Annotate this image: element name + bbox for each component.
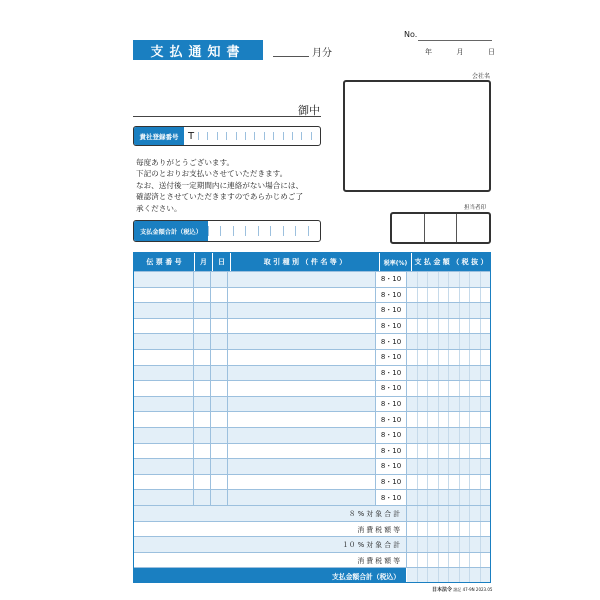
rate-cell: 8・10 [376, 459, 407, 474]
month-cell [194, 381, 211, 396]
onchu-label: 御中 [298, 104, 320, 117]
table-row [134, 287, 490, 303]
header-month: 月 [195, 253, 213, 271]
amount-cell [407, 490, 490, 505]
final-total-label: 支払金額合計（税込） [134, 568, 407, 583]
table-row [134, 302, 490, 318]
day-cell [211, 288, 228, 303]
den-cell [134, 459, 194, 474]
item-cell [228, 272, 376, 287]
day-cell [211, 444, 228, 459]
rate-cell: 8・10 [376, 397, 407, 412]
item-cell [228, 366, 376, 381]
month-cell [194, 288, 211, 303]
table-row [134, 443, 490, 459]
month-cell [194, 459, 211, 474]
den-cell [134, 319, 194, 334]
day-cell [211, 412, 228, 427]
den-cell [134, 412, 194, 427]
den-cell [134, 272, 194, 287]
table-header [134, 253, 490, 271]
rate-cell: 8・10 [376, 334, 407, 349]
table-row [134, 380, 490, 396]
month-cell [194, 490, 211, 505]
document-title: 支払通知書 [133, 40, 263, 60]
amount-cell [407, 568, 490, 583]
amount-cell [407, 506, 490, 521]
rate-cell: 8・10 [376, 475, 407, 490]
table-row [134, 333, 490, 349]
message-line: 確認済とさせていただきますのであらかじめご了 [136, 192, 304, 202]
summary-label: １０ % 対 象 合 計 [134, 537, 407, 552]
month-cell [194, 397, 211, 412]
day-cell [211, 490, 228, 505]
registration-label: 貴社登録番号 [134, 127, 184, 145]
amount-cell [407, 350, 490, 365]
message-line: なお、送付後一定期間内に連絡がない場合には、 [136, 180, 304, 190]
table-row [134, 271, 490, 287]
tanto-label: 担当者印 [464, 205, 487, 211]
month-cell [194, 428, 211, 443]
day-cell [211, 272, 228, 287]
den-cell [134, 490, 194, 505]
summary-row [134, 505, 490, 521]
day-cell [211, 475, 228, 490]
registration-prefix: T [187, 130, 195, 142]
date-row [425, 47, 495, 57]
date-month-label: 月 [456, 48, 464, 56]
table-row [134, 349, 490, 365]
date-day-label: 日 [488, 48, 495, 56]
header-item: 取 引 種 別 （ 件 名 等 ） [231, 253, 380, 271]
item-cell [228, 444, 376, 459]
payment-total-box [133, 220, 321, 242]
final-total-row [134, 567, 490, 583]
month-cell [194, 366, 211, 381]
den-cell [134, 366, 194, 381]
payment-table [133, 252, 491, 583]
no-label: No. [404, 30, 418, 39]
amount-cell [407, 428, 490, 443]
month-cell [194, 319, 211, 334]
table-body [134, 271, 490, 505]
amount-cell [407, 366, 490, 381]
item-cell [228, 303, 376, 318]
header-rate: 税率(%) [380, 253, 412, 271]
month-cell [194, 303, 211, 318]
message-line: 下記のとおりお支払いさせていただきます。 [136, 169, 288, 179]
rate-cell: 8・10 [376, 366, 407, 381]
day-cell [211, 381, 228, 396]
den-cell [134, 288, 194, 303]
header-amount: 支 払 金 額 （ 税 抜 ） [414, 258, 488, 266]
rate-cell: 8・10 [376, 412, 407, 427]
amount-cell [407, 397, 490, 412]
summary-row [134, 536, 490, 552]
amount-cell [407, 475, 490, 490]
summary-row [134, 552, 490, 568]
rate-cell: 8・10 [376, 381, 407, 396]
day-cell [211, 428, 228, 443]
rate-cell: 8・10 [376, 319, 407, 334]
item-cell [228, 350, 376, 365]
company-label: 会社名 [472, 73, 491, 80]
day-cell [211, 303, 228, 318]
date-year-label: 年 [425, 48, 432, 56]
month-cell [194, 272, 211, 287]
item-cell [228, 334, 376, 349]
amount-cell [407, 522, 490, 537]
rate-cell: 8・10 [376, 288, 407, 303]
summary-label: 消 費 税 額 等 [134, 553, 407, 568]
footer-code: 諸記 47-9N 2023.05 [453, 587, 493, 592]
tanto-seal-box [390, 212, 491, 244]
table-row [134, 474, 490, 490]
rate-cell: 8・10 [376, 444, 407, 459]
den-cell [134, 428, 194, 443]
amount-cell [407, 412, 490, 427]
amount-cell [407, 319, 490, 334]
day-cell [211, 350, 228, 365]
header-denpyo: 伝 票 番 号 [134, 253, 195, 271]
item-cell [228, 381, 376, 396]
den-cell [134, 444, 194, 459]
amount-cell [407, 334, 490, 349]
message-line: 承ください。 [136, 203, 182, 213]
month-cell [194, 412, 211, 427]
month-cell [194, 444, 211, 459]
summary-label: 消 費 税 額 等 [134, 522, 407, 537]
table-row [134, 365, 490, 381]
company-name-box [343, 80, 491, 192]
den-cell [134, 334, 194, 349]
item-cell [228, 490, 376, 505]
table-row [134, 396, 490, 412]
month-suffix: 月分 [312, 48, 332, 59]
no-blank-line [418, 40, 492, 41]
registration-number-box [133, 126, 321, 146]
den-cell [134, 303, 194, 318]
amount-cell [407, 553, 490, 568]
month-cell [194, 350, 211, 365]
month-blank-line [273, 56, 309, 57]
table-row [134, 411, 490, 427]
table-row [134, 427, 490, 443]
table-row [134, 458, 490, 474]
rate-cell: 8・10 [376, 428, 407, 443]
item-cell [228, 288, 376, 303]
rate-cell: 8・10 [376, 350, 407, 365]
day-cell [211, 366, 228, 381]
amount-cell [407, 459, 490, 474]
den-cell [134, 397, 194, 412]
month-cell [194, 334, 211, 349]
amount-cell [407, 272, 490, 287]
table-row [134, 318, 490, 334]
message-line: 毎度ありがとうございます。 [136, 158, 235, 167]
amount-cell [407, 444, 490, 459]
registration-digit-cells [198, 127, 320, 145]
header-day: 日 [213, 253, 231, 271]
den-cell [134, 475, 194, 490]
amount-cell [407, 288, 490, 303]
rate-cell: 8・10 [376, 303, 407, 318]
table-summary [134, 505, 490, 583]
day-cell [211, 459, 228, 474]
payment-total-cells [208, 221, 320, 241]
item-cell [228, 475, 376, 490]
amount-cell [407, 537, 490, 552]
footer-brand: 日本法令 [432, 587, 453, 593]
amount-cell [407, 303, 490, 318]
summary-label: ８ % 対 象 合 計 [134, 506, 407, 521]
item-cell [228, 319, 376, 334]
item-cell [228, 397, 376, 412]
rate-cell: 8・10 [376, 490, 407, 505]
message-text [136, 157, 346, 214]
footer-credit [432, 586, 492, 593]
day-cell [211, 319, 228, 334]
item-cell [228, 412, 376, 427]
item-cell [228, 428, 376, 443]
addressee-line [133, 116, 321, 117]
payment-total-label: 支払金額合計（税込） [134, 221, 208, 241]
month-cell [194, 475, 211, 490]
den-cell [134, 381, 194, 396]
rate-cell: 8・10 [376, 272, 407, 287]
item-cell [228, 459, 376, 474]
day-cell [211, 397, 228, 412]
den-cell [134, 350, 194, 365]
summary-row [134, 521, 490, 537]
amount-cell [407, 381, 490, 396]
table-row [134, 489, 490, 505]
day-cell [211, 334, 228, 349]
